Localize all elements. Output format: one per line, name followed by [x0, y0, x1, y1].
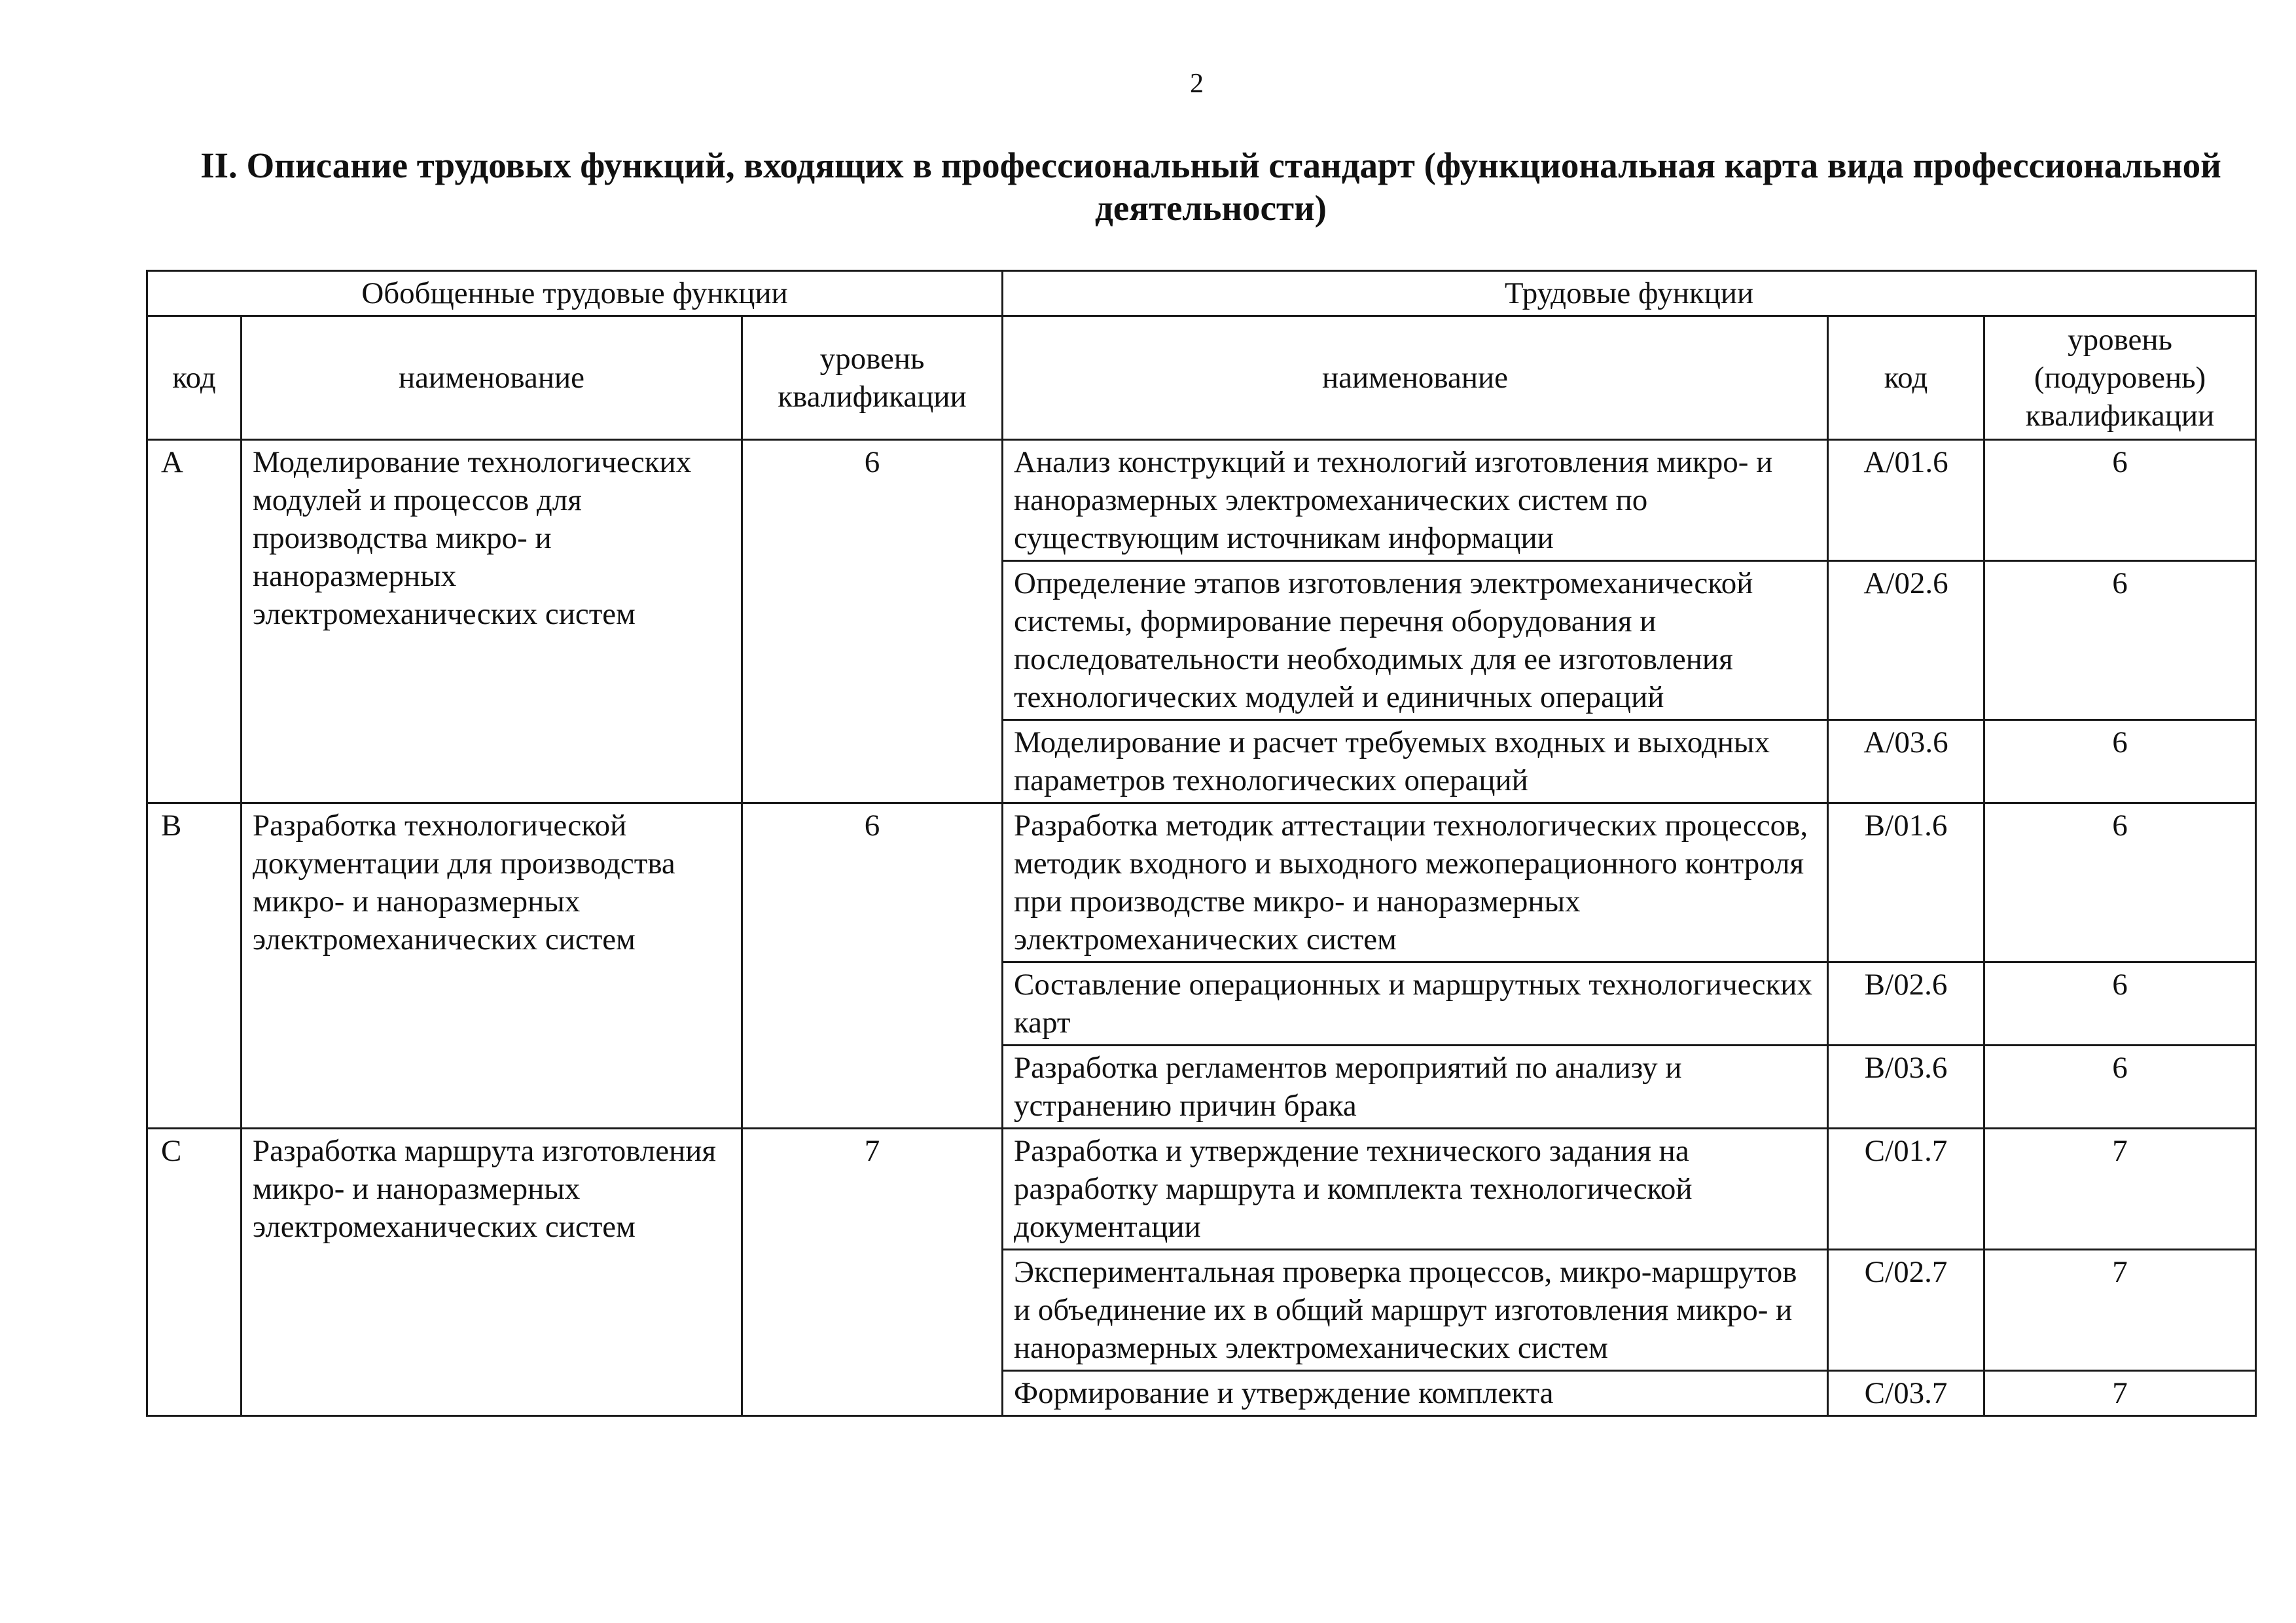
generalized-function-code: B — [147, 803, 242, 1129]
labor-function-level: 6 — [1984, 720, 2256, 803]
generalized-function-level: 6 — [742, 803, 1003, 1129]
labor-function-code: B/03.6 — [1828, 1046, 1984, 1129]
generalized-function-name: Разработка маршрута изготовления микро- и наноразмерных электромеханических систем — [242, 1129, 742, 1416]
labor-function-code: A/01.6 — [1828, 440, 1984, 561]
labor-function-name: Разработка регламентов мероприятий по анализу и устранению причин брака — [1003, 1046, 1828, 1129]
labor-function-code: B/02.6 — [1828, 962, 1984, 1046]
table-row — [147, 440, 2256, 561]
table-row — [147, 1129, 2256, 1250]
labor-function-code: A/02.6 — [1828, 561, 1984, 720]
labor-functions-header: Трудовые функции — [1003, 271, 2256, 316]
labor-function-name: Составление операционных и маршрутных технологических карт — [1003, 962, 1828, 1046]
page-title: II. Описание трудовых функций, входящих в профессиональный стандарт (функциональная карта вида профессиональной деятельности) — [200, 145, 2221, 228]
labor-function-name: Разработка и утверждение технического задания на разработку маршрута и комплекта технологической документации — [1003, 1129, 1828, 1250]
labor-function-code: B/01.6 — [1828, 803, 1984, 962]
column-header-function-level: уровень (подуровень) квалификации — [1984, 316, 2256, 440]
generalized-function-name: Разработка технологической документации для производства микро- и наноразмерных электромеханических систем — [242, 803, 742, 1129]
labor-function-name: Экспериментальная проверка процессов, микро-маршрутов и объединение их в общий маршрут изготовления микро- и наноразмерных электромеханических систем — [1003, 1250, 1828, 1371]
generalized-function-name: Моделирование технологических модулей и процессов для производства микро- и наноразмерных электромеханических систем — [242, 440, 742, 803]
generalized-functions-header: Обобщенные трудовые функции — [147, 271, 1003, 316]
labor-function-name: Моделирование и расчет требуемых входных и выходных параметров технологических операций — [1003, 720, 1828, 803]
labor-function-code: C/02.7 — [1828, 1250, 1984, 1371]
labor-function-name: Определение этапов изготовления электромеханической системы, формирование перечня оборудования и последовательности необходимых для ее изготовления технологических модулей и единичных операций — [1003, 561, 1828, 720]
labor-function-level: 6 — [1984, 803, 2256, 962]
generalized-function-level: 6 — [742, 440, 1003, 803]
labor-function-name: Формирование и утверждение комплекта — [1003, 1371, 1828, 1416]
labor-function-code: C/03.7 — [1828, 1371, 1984, 1416]
labor-function-level: 6 — [1984, 962, 2256, 1046]
labor-function-level: 6 — [1984, 1046, 2256, 1129]
labor-function-level: 7 — [1984, 1371, 2256, 1416]
column-header-function-name: наименование — [1003, 316, 1828, 440]
labor-function-level: 7 — [1984, 1129, 2256, 1250]
column-header-code: код — [147, 316, 242, 440]
labor-function-name: Разработка методик аттестации технологических процессов, методик входного и выходного межоперационного контроля при производстве микро- и наноразмерных электромеханических систем — [1003, 803, 1828, 962]
labor-function-code: C/01.7 — [1828, 1129, 1984, 1250]
labor-function-code: A/03.6 — [1828, 720, 1984, 803]
labor-function-level: 7 — [1984, 1250, 2256, 1371]
column-header-level: уровень квалификации — [742, 316, 1003, 440]
column-header-name: наименование — [242, 316, 742, 440]
page-number: 2 — [1190, 69, 1204, 99]
table-row — [147, 803, 2256, 962]
functional-map-table — [146, 270, 2257, 1417]
column-header-function-code: код — [1828, 316, 1984, 440]
generalized-function-level: 7 — [742, 1129, 1003, 1416]
labor-function-level: 6 — [1984, 440, 2256, 561]
labor-function-level: 6 — [1984, 561, 2256, 720]
generalized-function-code: A — [147, 440, 242, 803]
generalized-function-code: C — [147, 1129, 242, 1416]
functional-map-table-wrapper — [146, 270, 2257, 1417]
labor-function-name: Анализ конструкций и технологий изготовления микро- и наноразмерных электромеханических систем по существующим источникам информации — [1003, 440, 1828, 561]
